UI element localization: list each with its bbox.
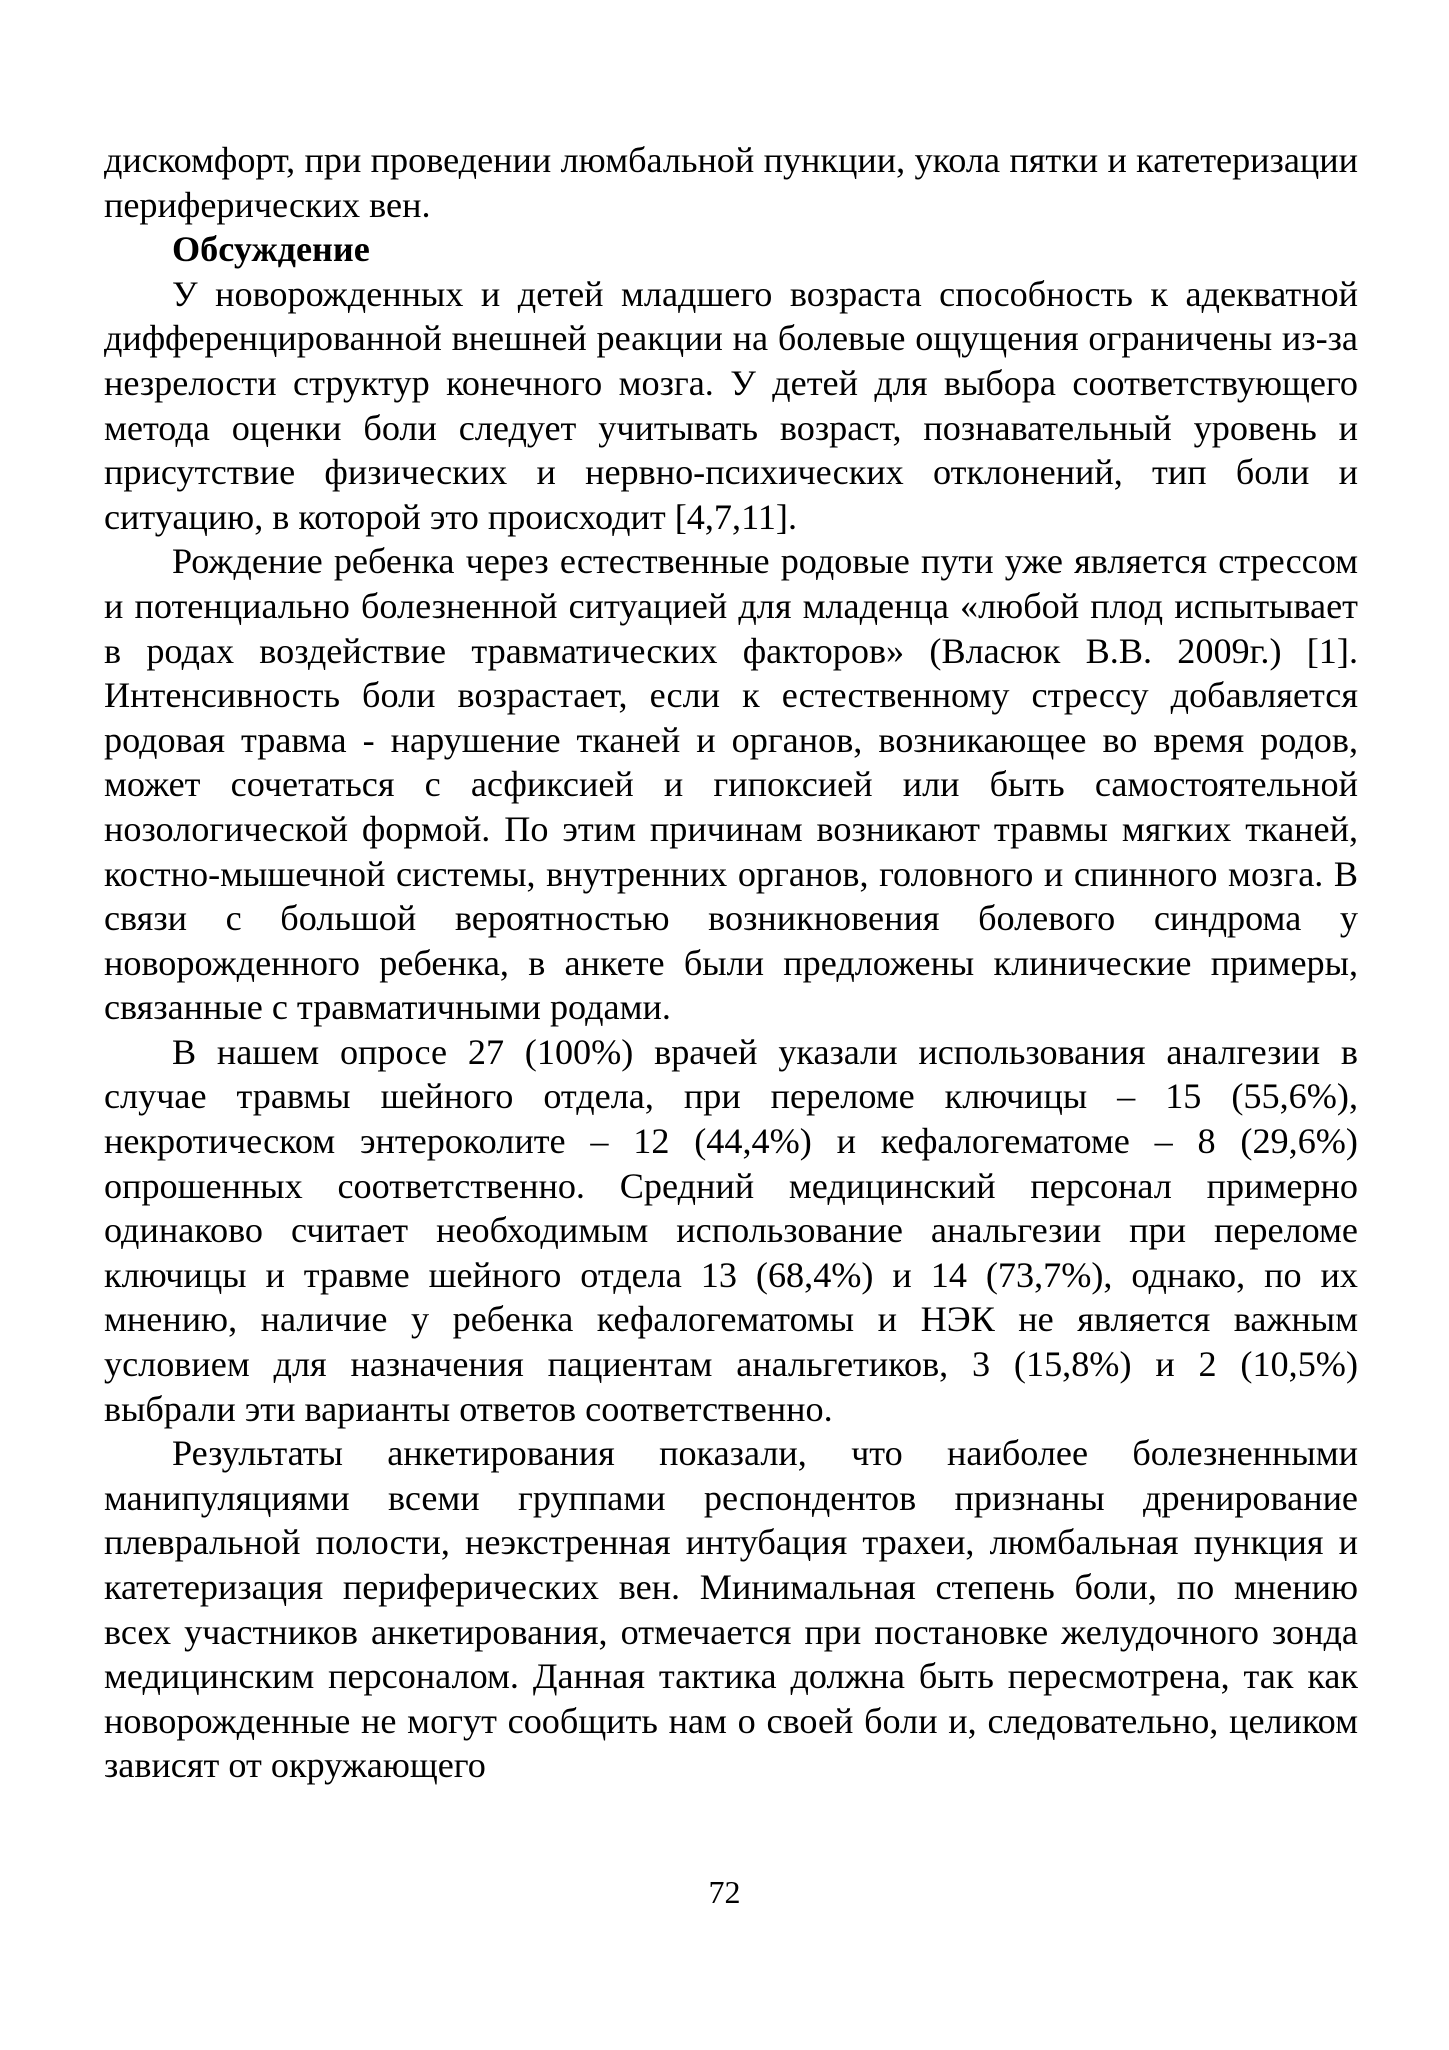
section-heading: Обсуждение — [172, 229, 370, 270]
paragraph-continuation: дискомфорт, при проведении люмбальной пункции, укола пятки и катетеризации периферических вен. — [104, 140, 1358, 225]
paragraph-4: Результаты анкетирования показали, что наиболее болезненными манипуляциями всеми группами респондентов признаны дренирование плевральной полости, неэкстренная интубация трахеи, люмбальная пункция и катетеризация периферических вен. Минимальная степень боли, по мнению всех участников анкетирования, отмечается при постановке желудочного зонда медицинским персоналом. Данная тактика должна быть пересмотрена, так как новорожденные не могут сообщить нам о своей боли и, следовательно, целиком зависят от окружающего — [104, 1433, 1358, 1786]
paragraph-3: В нашем опросе 27 (100%) врачей указали использования аналгезии в случае травмы шейного отдела, при переломе ключицы – 15 (55,6%), некротическом энтероколите – 12 (44,4%) и кефалогематоме – 8 (29,6%) опрошенных соответственно. Средний медицинский персонал примерно одинаково считает необходимым использование анальгезии при переломе ключицы и травме шейного отдела 13 (68,4%) и 14 (73,7%), однако, по их мнению, наличие у ребенка кефалогематомы и НЭК не является важным условием для назначения пациентам анальгетиков, 3 (15,8%) и 2 (10,5%) выбрали эти варианты ответов соответственно. — [104, 1031, 1358, 1429]
paragraph-1: У новорожденных и детей младшего возраста способность к адекватной дифференцированной внешней реакции на болевые ощущения ограничены из-за незрелости структур конечного мозга. У детей для выбора соответствующего метода оценки боли следует учитывать возраст, познавательный уровень и присутствие физических и нервно-психических отклонений, тип боли и ситуацию, в которой это происходит [4,7,11]. — [104, 273, 1358, 537]
paragraph-2: Рождение ребенка через естественные родовые пути уже является стрессом и потенциально болезненной ситуацией для младенца «любой плод испытывает в родах воздействие травматических факторов» (Власюк В.В. 2009г.) [1]. Интенсивность боли возрастает, если к естественному стрессу добавляется родовая травма - нарушение тканей и органов, возникающее во время родов, может сочетаться с асфиксией и гипоксией или быть самостоятельной нозологической формой. По этим причинам возникают травмы мягких тканей, костно-мышечной системы, внутренних органов, головного и спинного мозга. В связи с большой вероятностью возникновения болевого синдрома у новорожденного ребенка, в анкете были предложены клинические примеры, связанные с травматичными родами. — [104, 541, 1358, 1028]
page-number: 72 — [708, 1874, 741, 1910]
document-body — [104, 138, 1358, 1788]
